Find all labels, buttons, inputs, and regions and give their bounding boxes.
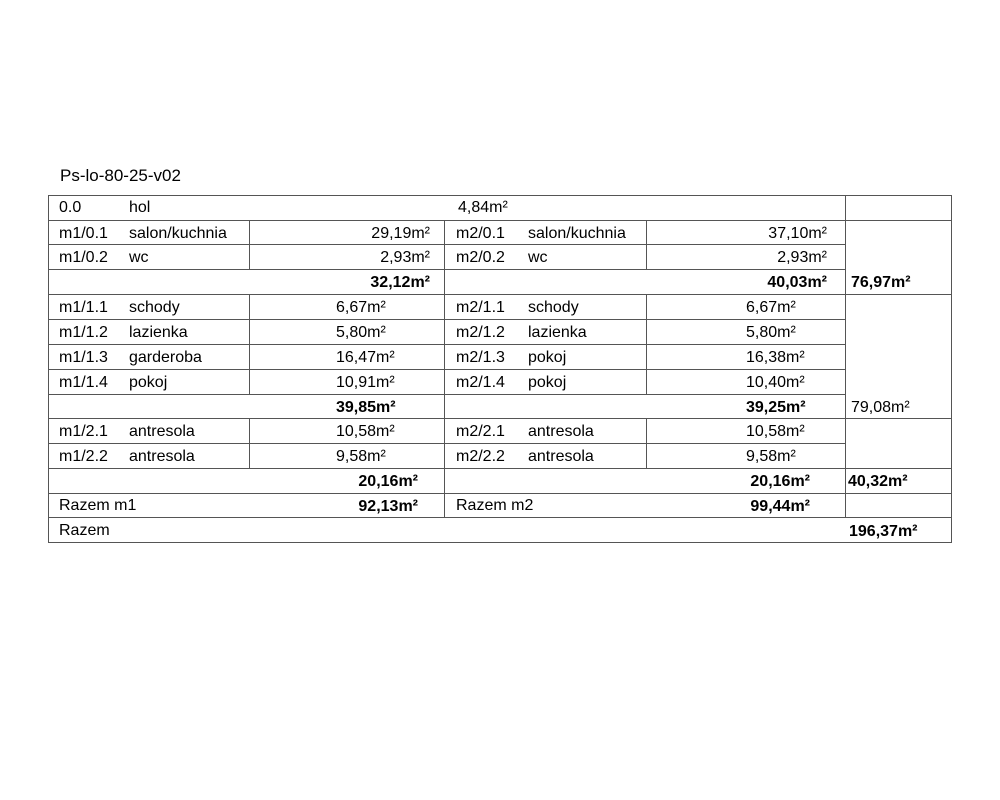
room-code: m2/1.1 (456, 299, 505, 316)
hall-code: 0.0 (59, 199, 82, 216)
level2-total: 40,32m² (848, 473, 908, 490)
room-code: m1/0.2 (59, 249, 108, 266)
room-code: m1/1.1 (59, 299, 108, 316)
room-area: 9,58m² (336, 448, 386, 465)
hall-area: 4,84m² (458, 199, 508, 216)
room-name: lazienka (528, 324, 587, 341)
room-code: m1/0.1 (59, 225, 108, 242)
room-name: pokoj (528, 374, 567, 391)
room-area: 5,80m² (746, 324, 796, 341)
razem-m2-label: Razem m2 (456, 497, 534, 514)
level0-total: 76,97m² (851, 274, 911, 291)
room-code: m1/2.2 (59, 448, 108, 465)
document-title: Ps-lo-80-25-v02 (60, 166, 181, 185)
room-name: salon/kuchnia (528, 225, 626, 242)
m2-level0-subtotal: 40,03m² (767, 274, 827, 291)
razem-m1-value: 92,13m² (358, 498, 418, 515)
room-code: m1/2.1 (59, 423, 108, 440)
room-area: 10,58m² (336, 423, 395, 440)
room-name: lazienka (129, 324, 188, 341)
room-area: 16,47m² (336, 349, 395, 366)
room-name: pokoj (528, 349, 567, 366)
room-code: m2/0.2 (456, 249, 505, 266)
room-area: 16,38m² (746, 349, 805, 366)
room-area: 2,93m² (777, 249, 827, 266)
room-name: antresola (528, 423, 594, 440)
room-area: 10,40m² (746, 374, 805, 391)
room-code: m2/1.2 (456, 324, 505, 341)
level1-total: 79,08m² (851, 399, 910, 416)
m1-level2-subtotal: 20,16m² (358, 473, 418, 490)
room-area: 5,80m² (336, 324, 386, 341)
room-area: 2,93m² (380, 249, 430, 266)
room-area: 10,58m² (746, 423, 805, 440)
razem-value: 196,37m² (849, 523, 918, 540)
room-name: wc (129, 249, 149, 266)
room-code: m2/0.1 (456, 225, 505, 242)
room-code: m2/2.2 (456, 448, 505, 465)
room-name: pokoj (129, 374, 168, 391)
room-code: m2/1.4 (456, 374, 505, 391)
m1-level0-subtotal: 32,12m² (370, 274, 430, 291)
room-area: 29,19m² (371, 225, 430, 242)
m2-level2-subtotal: 20,16m² (750, 473, 810, 490)
m2-level1-subtotal: 39,25m² (746, 399, 806, 416)
room-name: schody (129, 299, 180, 316)
room-code: m1/1.3 (59, 349, 108, 366)
room-name: antresola (129, 423, 195, 440)
room-name: antresola (129, 448, 195, 465)
m1-level1-subtotal: 39,85m² (336, 399, 396, 416)
room-code: m1/1.4 (59, 374, 108, 391)
razem-m1-label: Razem m1 (59, 497, 137, 514)
room-name: antresola (528, 448, 594, 465)
hall-name: hol (129, 199, 151, 216)
razem-label: Razem (59, 522, 110, 539)
room-code: m1/1.2 (59, 324, 108, 341)
room-name: salon/kuchnia (129, 225, 227, 242)
room-name: wc (528, 249, 548, 266)
razem-m2-value: 99,44m² (750, 498, 810, 515)
room-name: garderoba (129, 349, 202, 366)
room-area: 9,58m² (746, 448, 796, 465)
room-area: 6,67m² (336, 299, 386, 316)
room-code: m2/2.1 (456, 423, 505, 440)
room-code: m2/1.3 (456, 349, 505, 366)
room-area: 37,10m² (768, 225, 827, 242)
room-name: schody (528, 299, 579, 316)
area-table (48, 195, 952, 543)
room-area: 10,91m² (336, 374, 395, 391)
room-area: 6,67m² (746, 299, 796, 316)
